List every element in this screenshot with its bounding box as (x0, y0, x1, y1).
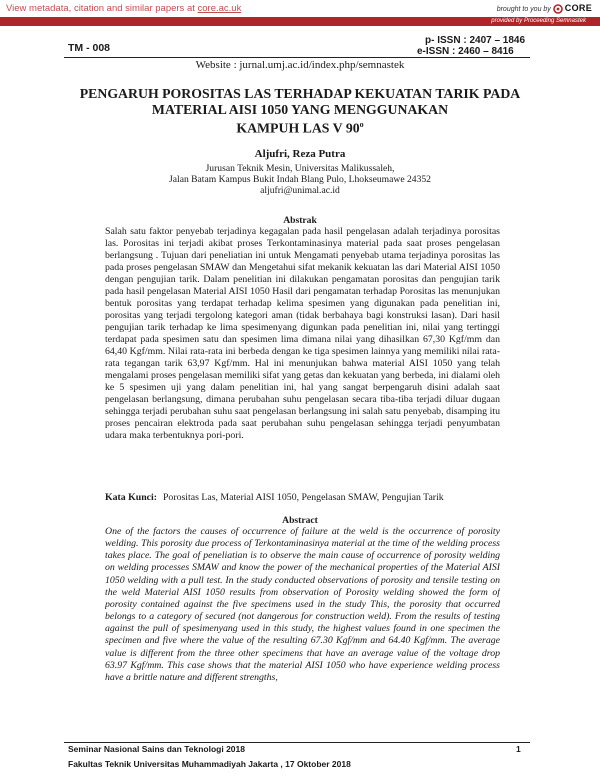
website-url: Website : jurnal.umj.ac.id/index.php/semnastek (195, 59, 405, 71)
abstract-body: One of the factors the causes of occurrence of failure at the weld is the occurrence of porosity welding. This porosity due process of Terkontaminasinya material at the time of the welding process takes place. The goal of peneliatian is to observe the main cause of occurrence of porosity welding on welding processes SMAW and know the power of the mechanical properties of the Material AISI 1050 welding with a pull test. In the study conducted observations of porosity and tensile testing on the weld Material AISI 1050 results from observation of Porosity welding showed the form of porosity contained against the five specimens used in the study This, the porosity that occurred belongs to a category of secured (not dangerous for construction weld). From the results of testing against the pull of spesimenyang used in this study, the highest values found in one specimen the specimen and five where the value of the resulting 67.30 Kgf/mm and 64.40 Kgf/mm. The average value is different from the three other specimens that have an average value of the voltage drop 63.97 Kgf/mm. This case shows that the material AISI 1050 who have experience welding process have a brittle nature and different strengths, (105, 526, 500, 683)
abstrak-body: Salah satu faktor penyebab terjadinya kegagalan pada hasil pengelasan adalah terjadinya porositas las. Porositas ini terjadi akibat proses Terkontaminasinya material pada saat proses pengelasan berlangsung . Tujuan dari peneliatian ini untuk Mengamati penyebab utama terjadinya porositas las pada proses pengelasan SMAW dan Mengetahui sifat mekanik kekuatan las dari Material AISI 1050 dengan pengujian tarik. Dalam penelitian ini dilakukan pengamatan porositas dan pengujian tarik pada hasil pengelasan Material AISI 1050 Hasil dari pengamatan terhadap Porositas las menunjukan bentuk porositas yang terdapat terhadap kelima spesimen yang digunakan pada penelitian ini, porositas yang terjadi tergolong kategori aman (tidak berbahaya bagi konstruksi lasan). Dari hasil pengujian tarik terhadap ke lima spesimenyang digunkan pada penelitian ini, nilai yang tertinggi terdapat pada spesimen satu dan spesimen lima dimana nilai yang dihasilkan 67,30 Kgf/mm dan 64,40 Kgf/mm. Nilai rata-rata ini berbeda dengan ke tiga spesimen lainnya yang memiliki nilai rata-rata tegangan tarik 63,97 Kgf/mm. Hal ini menunjukan bahwa material AISI 1050 yang telah mengalami proses pengelasan memiliki sifat yang getas dan kekuatan yang berbeda, ini dialami oleh ke 5 spesimen uji yang dalam penelitian ini, hal yang sangat berpengaruh disini adalah saat pengelasan berlangsung, dimana perubahan suhu pengelasan secara tiba-tiba terjadi diluar dugaan sehingga terjadi perubahan suhu saat pengelasan berlangsung ini salah satu penyebab, disamping itu proses pencairan elektroda pada saat perubahan suhu pengelasan sehingga terjadi penyumbatan udara maka terbentuknya pori-pori. (105, 226, 500, 441)
paper-code: TM - 008 (68, 42, 111, 54)
core-brand: CORE (564, 3, 592, 13)
abstract-heading: Abstract (282, 515, 318, 526)
page-number: 1 (516, 744, 521, 754)
brought-by-text: brought to you by (496, 6, 551, 13)
title-line-3 (60, 117, 540, 136)
p-issn: p- ISSN : 2407 – 1846 (425, 35, 526, 46)
title-line-3-text: KAMPUH LAS V 90 (236, 120, 360, 136)
title-line-2: MATERIAL AISI 1050 YANG MENGGUNAKAN (151, 101, 449, 117)
affiliation-department: Jurusan Teknik Mesin, Universitas Malikussaleh, (205, 163, 395, 174)
keywords-label: Kata Kunci: (105, 492, 157, 503)
e-issn: e-ISSN : 2460 – 8416 (417, 46, 514, 57)
metadata-text: View metadata, citation and similar papers at (6, 3, 198, 14)
abstrak-heading: Abstrak (283, 215, 317, 226)
affiliation-address: Jalan Batam Kampus Bukit Indah Blang Pulo, Lhokseumawe 24352 (169, 174, 431, 185)
paper-title (60, 86, 540, 136)
brought-by[interactable] (497, 3, 592, 14)
author-email: aljufri@unimal.ac.id (260, 185, 340, 196)
author-names: Aljufri, Reza Putra (254, 148, 346, 160)
header-divider (64, 57, 530, 58)
metadata-notice (6, 3, 241, 14)
core-link[interactable]: core.ac.uk (197, 3, 242, 14)
degree-symbol: o (359, 120, 364, 129)
title-line-1: PENGARUH POROSITAS LAS TERHADAP KEKUATAN TARIK PADA (79, 86, 521, 101)
footer-seminar: Seminar Nasional Sains dan Teknologi 2018 (68, 744, 245, 754)
footer-divider (64, 742, 530, 743)
keywords (105, 492, 444, 503)
footer-faculty: Fakultas Teknik Universitas Muhammadiyah Jakarta , 17 Oktober 2018 (68, 759, 351, 769)
core-logo-icon (553, 4, 563, 14)
provided-by: provided by Proceeding Semnastek (491, 18, 586, 24)
keywords-text: Porositas Las, Material AISI 1050, Pengelasan SMAW, Pengujian Tarik (162, 492, 444, 503)
